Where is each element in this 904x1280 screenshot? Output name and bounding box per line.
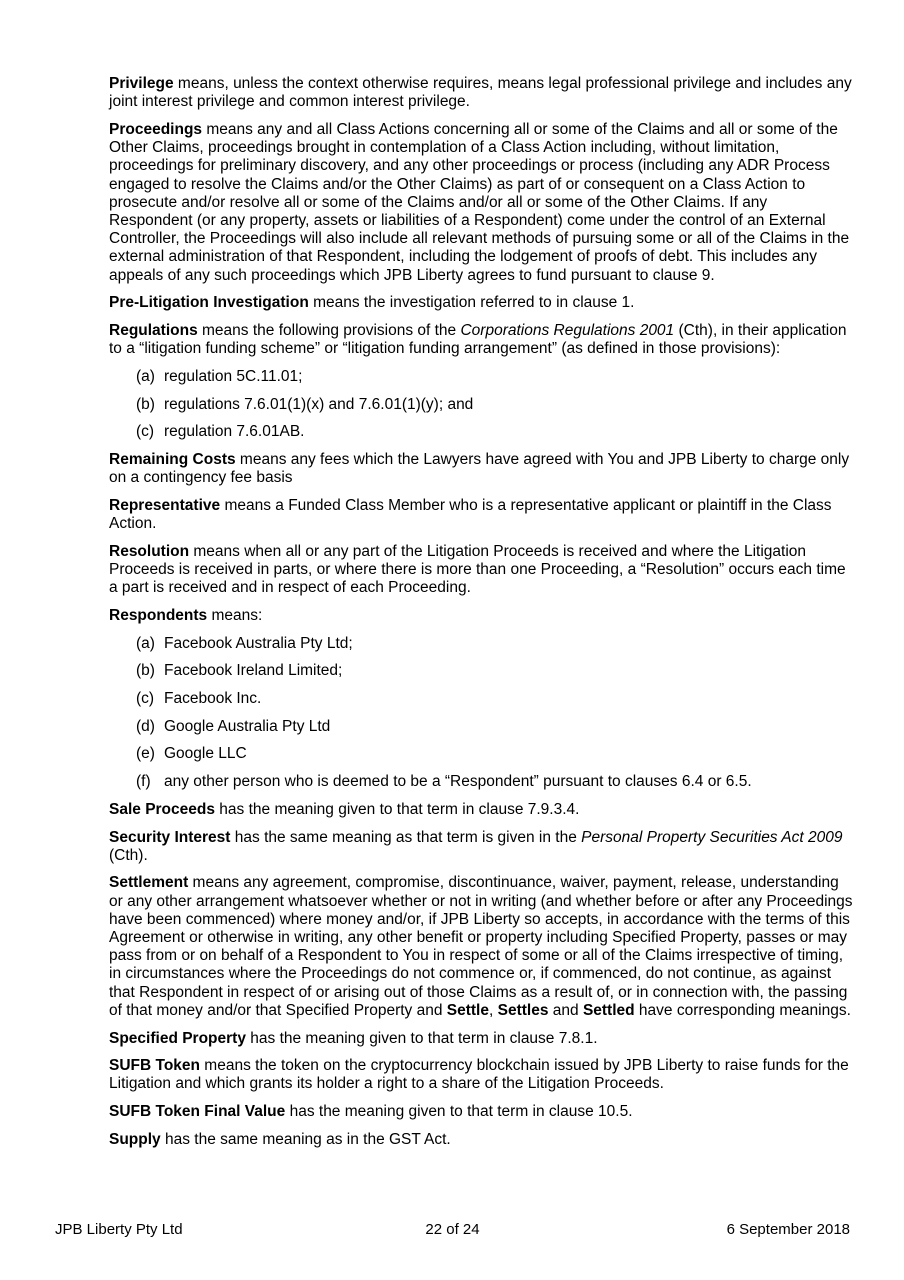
document-body [109, 75, 854, 1159]
term: Security Interest [109, 828, 231, 846]
list-item: (c) regulation 7.6.01AB. [136, 423, 305, 441]
term: Settlement [109, 874, 189, 892]
definition-proceedings: Proceedings means any and all Class Actions concerning all or some of the Claims and all or some of the Other Claims, proceedings brought in contemplation of a Class Action including, without limitation, proceedings for preliminary discovery, and any other proceedings or process (including any ADR Process engaged to resolve the Claims and/or the Other Claims) as part of or consequent on a Class Action to prosecute and/or resolve all or some of the Claims and/or all or some of the Other Claims. If any Respondent (or any property, assets or liabilities of a Respondent) come under the control of an External Controller, the Proceedings will also include all relevant methods of pursuing some or all of the Claims in the external administration of that Respondent, including the lodgement of proofs of debt. This includes any appeals of any such proceedings which JPB Liberty agrees to fund pursuant to clause 9. [109, 120, 850, 284]
definition-sufb-token-final-value: SUFB Token Final Value has the meaning given to that term in clause 10.5. [109, 1103, 633, 1121]
definition-regulations: Regulations means the following provisions of the Corporations Regulations 2001 (Cth), in their application to a “litigation funding scheme” or “litigation funding arrangement” (as defined in those provisions): [109, 321, 847, 358]
definition-sale-proceeds: Sale Proceeds has the meaning given to that term in clause 7.9.3.4. [109, 800, 580, 818]
definition-specified-property: Specified Property has the meaning given to that term in clause 7.8.1. [109, 1029, 598, 1047]
term: SUFB Token Final Value [109, 1103, 286, 1121]
list-item: (f) any other person who is deemed to be a “Respondent” pursuant to clauses 6.4 or 6.5. [136, 773, 752, 791]
respondents-list [109, 635, 854, 792]
definition-remaining-costs: Remaining Costs means any fees which the Lawyers have agreed with You and JPB Liberty to charge only on a contingency fee basis [109, 450, 850, 487]
term: Representative [109, 496, 221, 514]
list-item: (b) regulations 7.6.01(1)(x) and 7.6.01(1)(y); and [136, 395, 474, 413]
term: Proceedings [109, 120, 203, 138]
definition-pre-litigation-investigation: Pre-Litigation Investigation means the investigation referred to in clause 1. [109, 294, 635, 312]
definition-privilege: Privilege means, unless the context otherwise requires, means legal professional privilege and includes any joint interest privilege and common interest privilege. [109, 75, 852, 111]
definition-settlement: Settlement means any agreement, compromise, discontinuance, waiver, payment, release, understanding or any other arrangement whatsoever whether or not in writing (and whether before or after any Proceedings have been commenced) where money and/or, if JPB Liberty so accepts, in accordance with the terms of this Agreement or otherwise in writing, any other benefit or property including Specified Property, passes or may pass from or on behalf of a Respondent to You in respect of some or all of the Claims irrespective of timing, in circumstances where the Proceedings do not commence or, if commenced, do not continue, as against that Respondent in respect of or arising out of those Claims as a result of, or in connection with, the passing of that money and/or that Specified Property and Settle, Settles and Settled have corresponding meanings. [109, 874, 853, 1019]
list-item: (a) regulation 5C.11.01; [136, 367, 303, 385]
definition-representative: Representative means a Funded Class Member who is a representative applicant or plaintiff in the Class Action. [109, 496, 832, 533]
definition-respondents: Respondents means: [109, 606, 263, 624]
term: Pre-Litigation Investigation [109, 294, 309, 312]
footer-company: JPB Liberty Pty Ltd [55, 1221, 183, 1238]
term: Supply [109, 1130, 161, 1148]
term: Respondents [109, 606, 208, 624]
term: Specified Property [109, 1029, 246, 1047]
page-footer [55, 1221, 850, 1241]
list-item: (a) Facebook Australia Pty Ltd; [136, 634, 353, 652]
term: Sale Proceeds [109, 800, 215, 818]
definition-security-interest: Security Interest has the same meaning as that term is given in the Personal Property Securities Act 2009 (Cth). [109, 828, 843, 864]
term: SUFB Token [109, 1057, 200, 1075]
definition-sufb-token: SUFB Token means the token on the cryptocurrency blockchain issued by JPB Liberty to raise funds for the Litigation and which grants its holder a right to a share of the Litigation Proceeds. [109, 1057, 849, 1093]
list-item: (c) Facebook Inc. [136, 689, 262, 707]
regulations-list [109, 368, 854, 442]
definition-resolution: Resolution means when all or any part of the Litigation Proceeds is received and where the Litigation Proceeds is received in parts, or where there is more than one Proceeding, a “Resolution” occurs each time a part is received and in respect of each Proceeding. [109, 542, 846, 597]
footer-date: 6 September 2018 [726, 1221, 850, 1238]
definition-supply: Supply has the same meaning as in the GST Act. [109, 1130, 451, 1148]
list-item: (d) Google Australia Pty Ltd [136, 717, 331, 735]
term: Remaining Costs [109, 450, 236, 468]
term: Privilege [109, 75, 174, 92]
footer-page-number: 22 of 24 [425, 1221, 480, 1238]
term: Regulations [109, 321, 198, 339]
list-item: (e) Google LLC [136, 745, 247, 763]
list-item: (b) Facebook Ireland Limited; [136, 662, 343, 680]
term: Resolution [109, 542, 190, 560]
